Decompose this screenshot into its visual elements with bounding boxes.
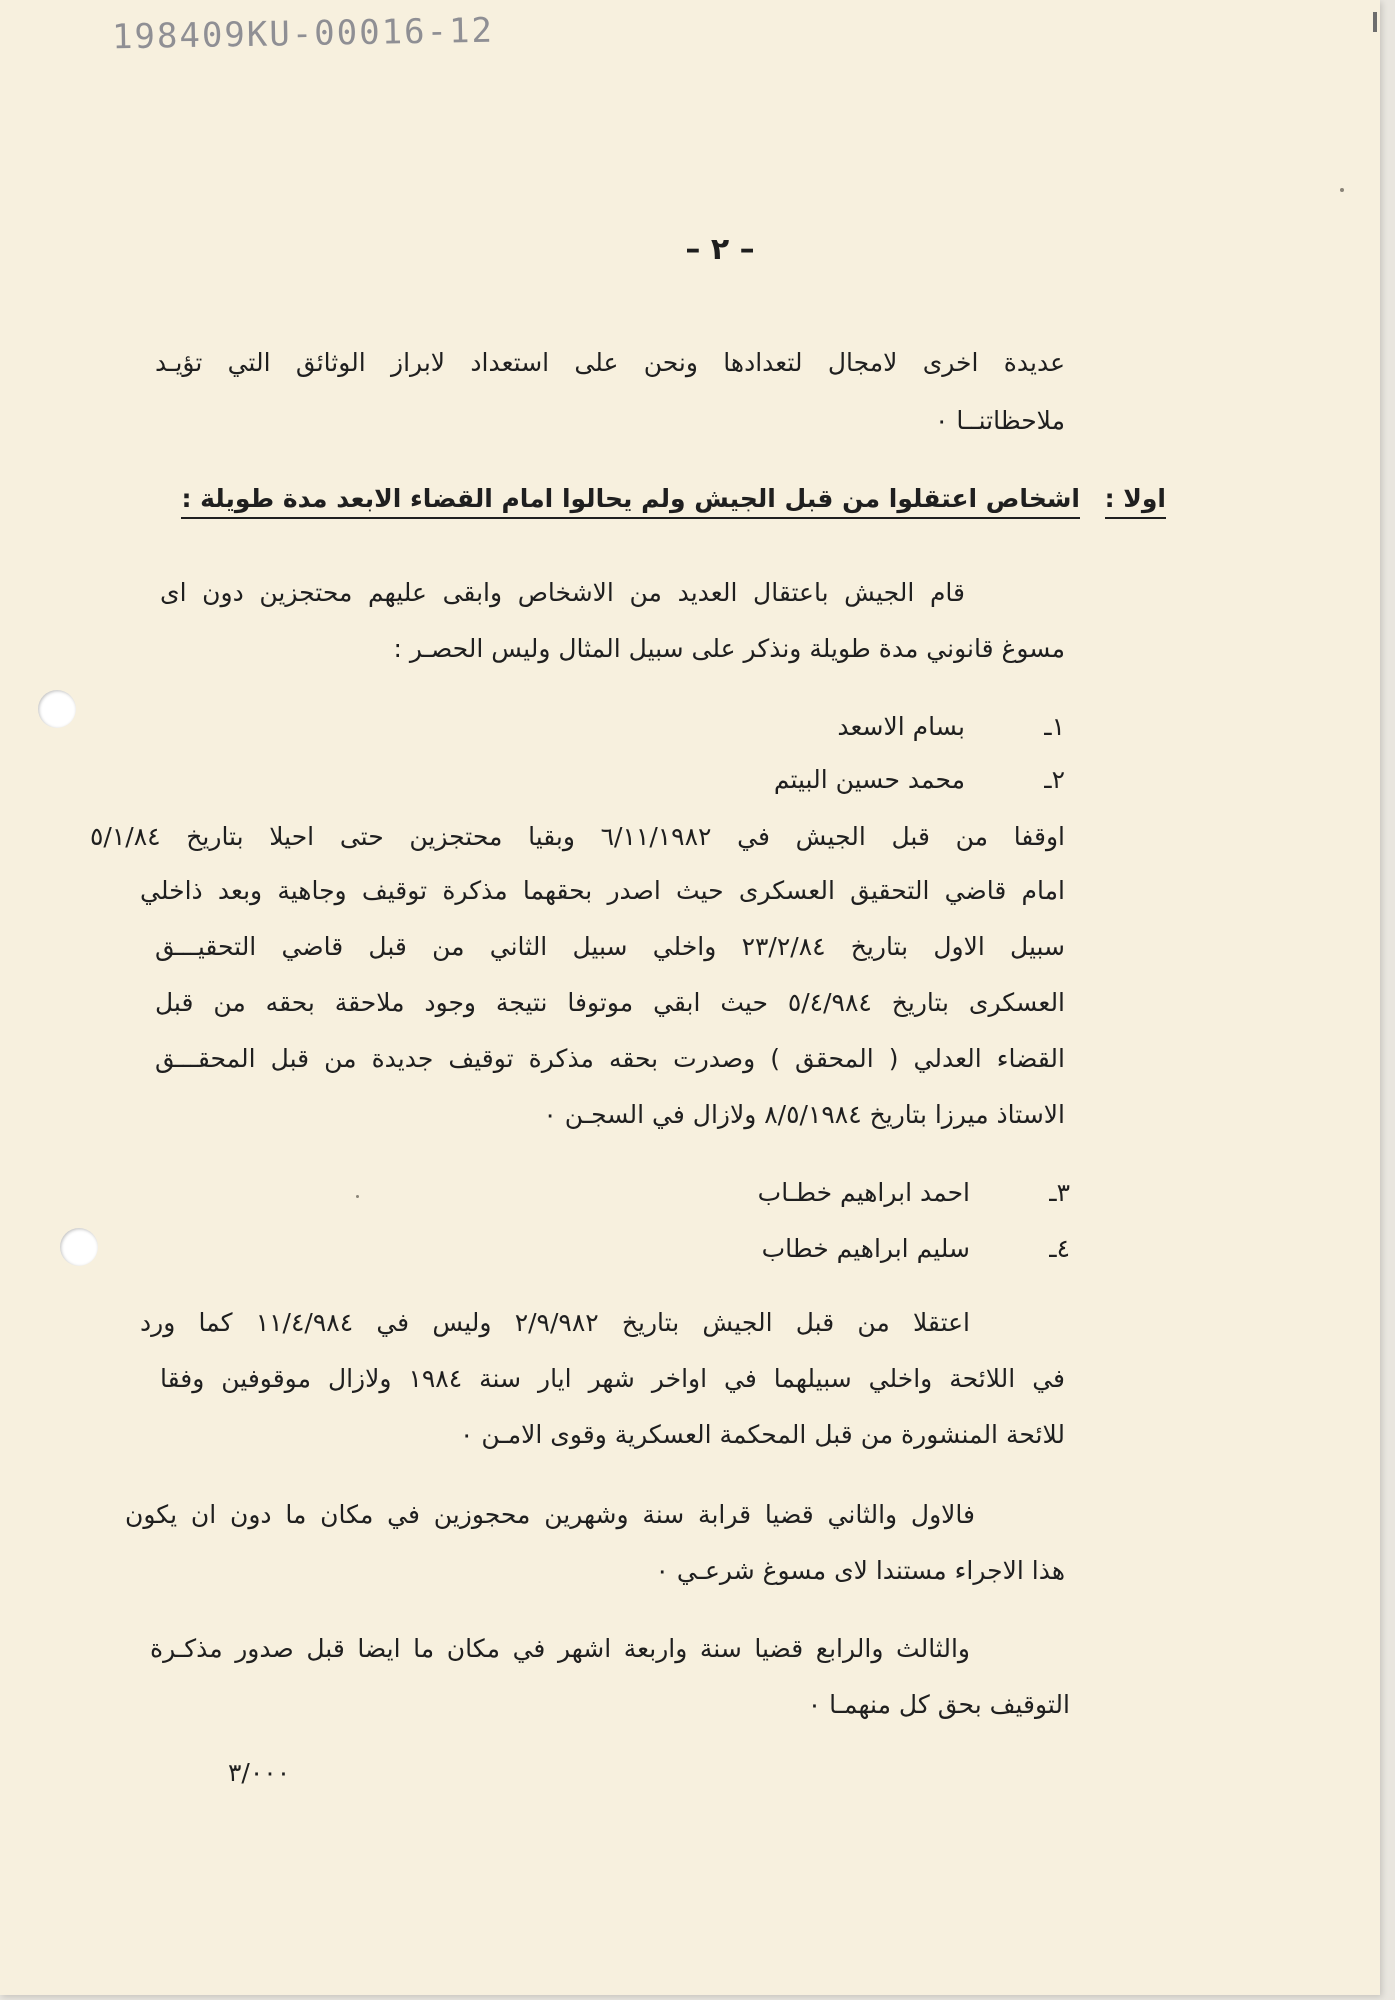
- case1-line-6: الاستاذ ميرزا بتاريخ ٨/٥/١٩٨٤ ولازال في السجـن ٠: [543, 1100, 1065, 1129]
- section-label: اولا :: [1105, 484, 1166, 519]
- intro-line-2: ملاحظاتنــا ٠: [934, 406, 1065, 435]
- army-line-2: مسوغ قانوني مدة طويلة ونذكر على سبيل المثال وليس الحصـر :: [393, 634, 1065, 663]
- list-item-name: محمد حسين البيتم: [773, 765, 965, 794]
- section-title-wrap: [181, 484, 1080, 513]
- page-number: – ٢ –: [685, 232, 755, 267]
- intro-line-1: عديدة اخرى لامجال لتعدادها ونحن على استعداد لابراز الوثائق التي تؤيـد: [155, 348, 1065, 377]
- case1-line-2: امام قاضي التحقيق العسكرى حيث اصدر بحقهما مذكرة توقيف وجاهية وبعد ذاخلي: [140, 876, 1065, 905]
- list-item-number: ٢ـ: [1044, 765, 1065, 794]
- third-fourth-line-1: والثالث والرابع قضيا سنة واربعة اشهر في مكان ما ايضا قبل صدور مذكـرة: [150, 1634, 970, 1663]
- first-second-line-2: هذا الاجراء مستندا لاى مسوغ شرعـي ٠: [655, 1556, 1065, 1585]
- case1-line-1: اوقفا من قبل الجيش في ٦/١١/١٩٨٢ وبقيا محتجزين حتى احيلا بتاريخ ٥/١/٨٤: [90, 822, 1065, 851]
- archive-reference-number: 198409KU-00016-12: [111, 10, 495, 58]
- list-item-number: ٣ـ: [1049, 1178, 1070, 1207]
- list-item-number: ٤ـ: [1049, 1234, 1070, 1263]
- case2-line-2: في اللائحة واخلي سبيلهما في اواخر شهر ايار سنة ١٩٨٤ ولازال موقوفين وفقا: [160, 1364, 1065, 1393]
- section-label-wrap: [1100, 484, 1166, 513]
- punch-hole: [38, 690, 76, 728]
- third-fourth-line-2: التوقيف بحق كل منهمـا ٠: [807, 1690, 1070, 1719]
- list-item-name: بسام الاسعد: [837, 712, 965, 741]
- first-second-line-1: فالاول والثاني قضيا قرابة سنة وشهرين محجوزين في مكان ما دون ان يكون: [125, 1500, 975, 1529]
- paper-speck: [356, 1195, 359, 1198]
- list-item-name: سليم ابراهيم خطاب: [761, 1234, 970, 1263]
- army-line-1: قام الجيش باعتقال العديد من الاشخاص وابقى عليهم محتجزين دون اى: [160, 578, 965, 607]
- edge-mark: [1373, 12, 1377, 32]
- case2-line-1: اعتقلا من قبل الجيش بتاريخ ٢/٩/٩٨٢ وليس في ١١/٤/٩٨٤ كما ورد: [140, 1308, 970, 1337]
- case1-line-4: العسكرى بتاريخ ٥/٤/٩٨٤ حيث ابقي موتوفا نتيجة وجود ملاحقة بحقه من قبل: [155, 988, 1066, 1017]
- punch-hole: [60, 1228, 98, 1266]
- paper-speck: [1340, 188, 1344, 192]
- case1-line-3: سبيل الاول بتاريخ ٢٣/٢/٨٤ واخلي سبيل الثاني من قبل قاضي التحقيـــق: [155, 932, 1065, 961]
- case2-line-3: للائحة المنشورة من قبل المحكمة العسكرية وقوى الامـن ٠: [459, 1420, 1065, 1449]
- case1-line-5: القضاء العدلي ( المحقق ) وصدرت بحقه مذكرة توقيف جديدة من قبل المحقـــق: [155, 1044, 1065, 1073]
- list-item-name: احمد ابراهيم خطـاب: [757, 1178, 970, 1207]
- list-item-number: ١ـ: [1044, 712, 1065, 741]
- continuation-marker: ٣/٠٠٠: [228, 1758, 291, 1787]
- section-title: اشخاص اعتقلوا من قبل الجيش ولم يحالوا امام القضاء الابعد مدة طويلة :: [181, 484, 1080, 519]
